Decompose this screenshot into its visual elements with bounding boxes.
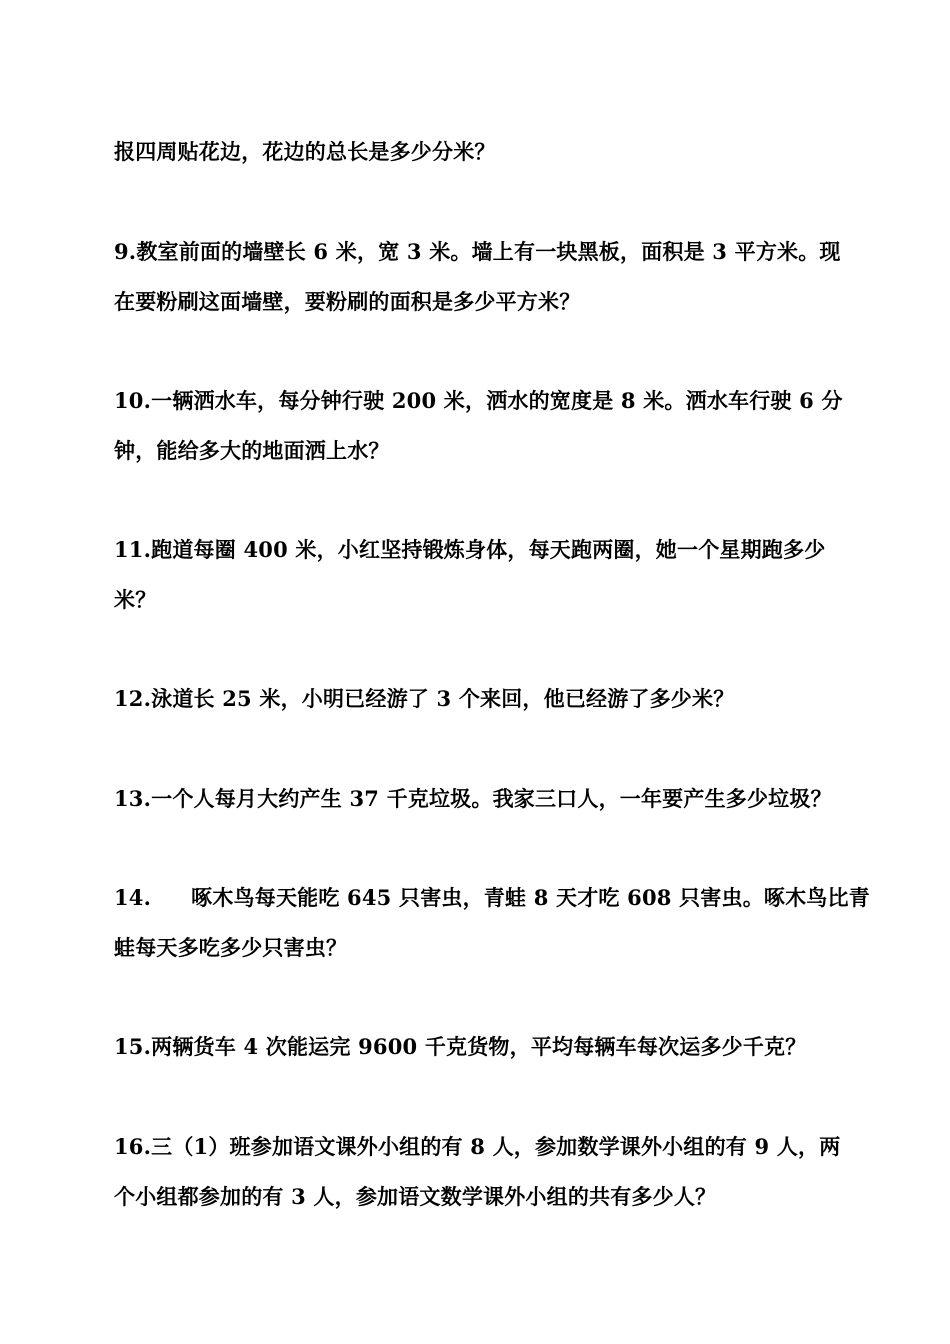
problem-14-line-2 [114, 933, 850, 963]
text-line: 15.两辆货车 4 次能运完 9600 千克货物，平均每辆车每次运多少千克？ [114, 1034, 807, 1059]
text-line: 9.教室前面的墙壁长 6 米，宽 3 米。墙上有一块黑板，面积是 3 平方米。现 [114, 239, 841, 264]
text-line: 10.一辆洒水车，每分钟行驶 200 米，洒水的宽度是 8 米。洒水车行驶 6 分 [114, 388, 843, 413]
problem-11-line-2 [114, 585, 850, 615]
problem-14-line-1 [114, 883, 870, 913]
problem-9-line-1 [114, 237, 850, 267]
problem-number: 14. [114, 885, 152, 910]
text-line: 啄木鸟每天能吃 645 只害虫，青蛙 8 天才吃 608 只害虫。啄木鸟比青 [191, 885, 870, 910]
problem-10-line-2 [114, 436, 850, 466]
text-line: 钟，能给多大的地面洒上水？ [114, 438, 390, 463]
problem-16-line-2 [114, 1182, 850, 1212]
text-line: 16.三（1）班参加语文课外小组的有 8 人，参加数学课外小组的有 9 人，两 [114, 1134, 841, 1159]
problem-8-continuation [114, 137, 850, 167]
text-line: 米？ [114, 587, 157, 612]
text-line: 蛙每天多吃多少只害虫？ [114, 935, 348, 960]
problem-10-line-1 [114, 386, 850, 416]
text-line: 11.跑道每圈 400 米，小红坚持锻炼身体，每天跑两圈，她一个星期跑多少 [114, 537, 826, 562]
text-line: 报四周贴花边，花边的总长是多少分米？ [114, 139, 496, 164]
problem-11-line-1 [114, 535, 850, 565]
problem-12 [114, 684, 850, 714]
problem-15 [114, 1032, 850, 1062]
text-line: 在要粉刷这面墙壁，要粉刷的面积是多少平方米？ [114, 289, 581, 314]
text-line: 个小组都参加的有 3 人，参加语文数学课外小组的共有多少人？ [114, 1184, 717, 1209]
problem-16-line-1 [114, 1132, 850, 1162]
problem-13 [114, 784, 850, 814]
text-line: 12.泳道长 25 米，小明已经游了 3 个来回，他已经游了多少米？ [114, 686, 735, 711]
problem-9-line-2 [114, 287, 850, 317]
text-line: 13.一个人每月大约产生 37 千克垃圾。我家三口人，一年要产生多少垃圾？ [114, 786, 832, 811]
